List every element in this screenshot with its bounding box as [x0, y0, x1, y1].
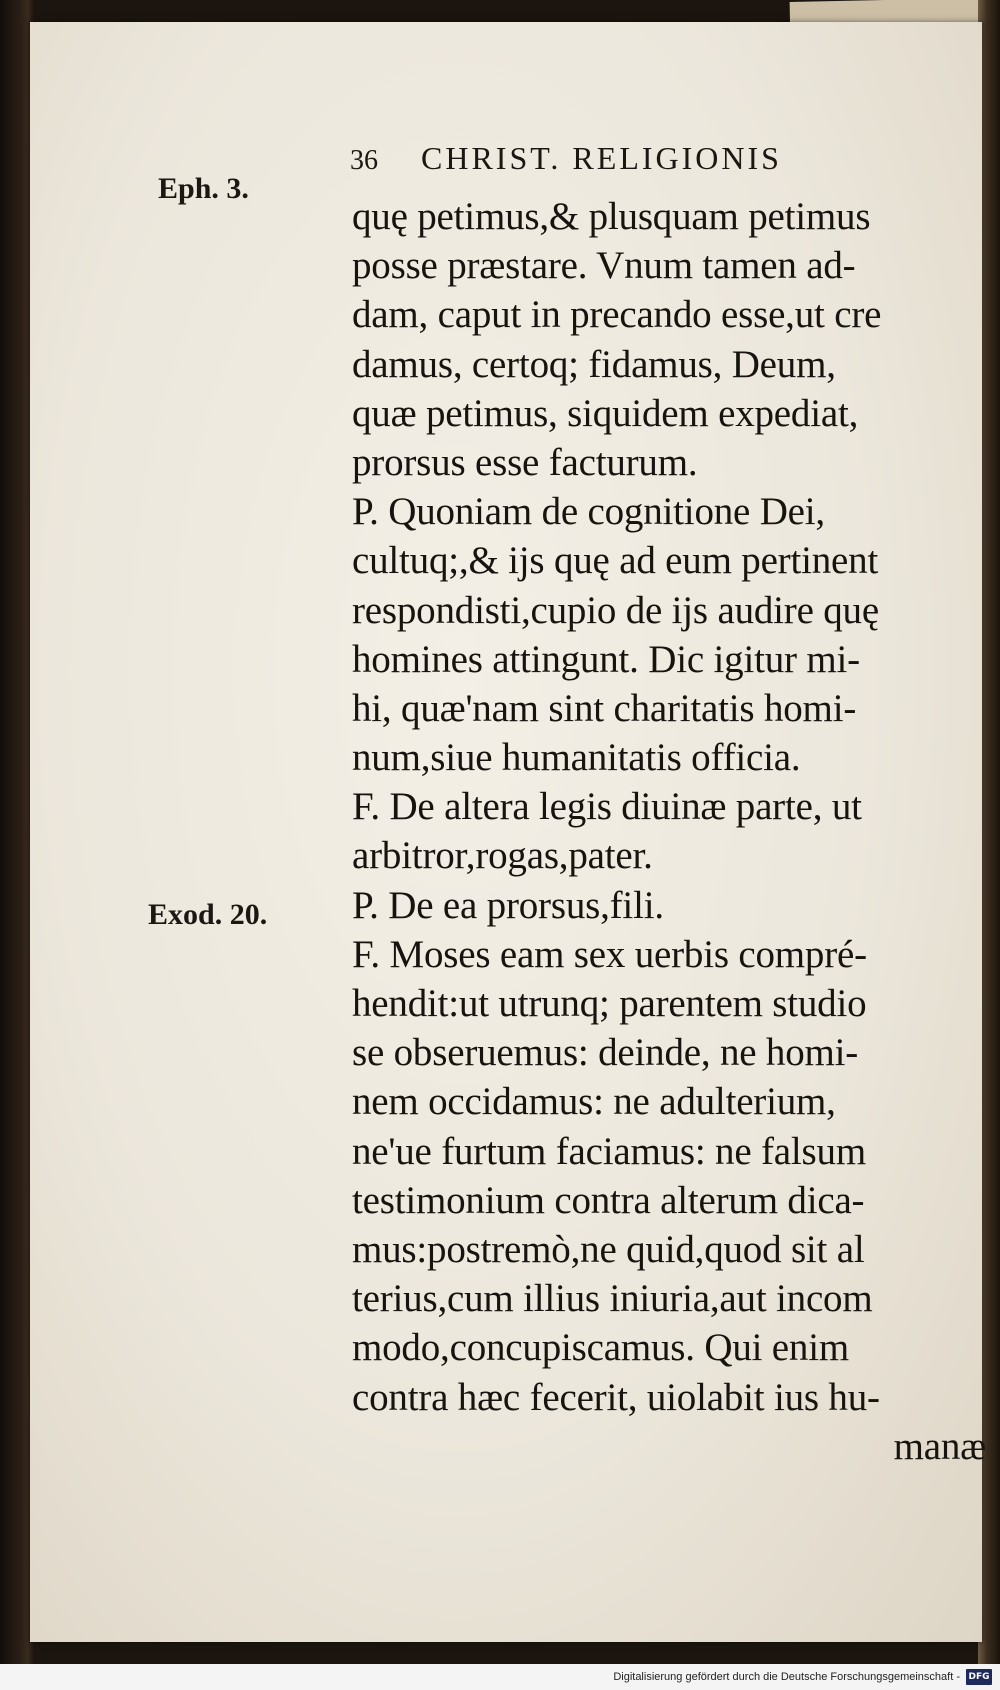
text-line: homines attingunt. Dic igitur mi-	[352, 637, 860, 681]
text-line: posse præstare. Vnum tamen ad-	[352, 244, 856, 288]
text-line: modo,concupiscamus. Qui enim	[352, 1326, 849, 1370]
text-line: mus:postremò,ne quid,quod sit al	[352, 1227, 865, 1271]
dfg-logo-icon: DFG	[966, 1669, 992, 1685]
page-number: 36	[350, 145, 378, 176]
text-line: contra hæc fecerit, uiolabit ius hu-	[352, 1375, 880, 1419]
margin-note-exod: Exod. 20.	[148, 898, 268, 931]
text-line: respondisti,cupio de ijs audire quę	[352, 588, 879, 632]
text-line: hi, quæ'nam sint charitatis homi-	[352, 686, 857, 730]
text-line: testimonium contra alterum dica-	[352, 1178, 865, 1222]
footer-credit-text: Digitalisierung gefördert durch die Deutsche Forschungsgemeinschaft -	[613, 1671, 960, 1683]
text-line: hendit:ut utrunq; parentem studio	[352, 982, 867, 1025]
running-head-title: CHRIST. RELIGIONIS	[421, 140, 782, 176]
text-line: nem occidamus: ne adulterium,	[352, 1080, 836, 1124]
text-line: prorsus esse facturum.	[352, 440, 698, 484]
text-line: cultuq;,& ijs quę ad eum pertinent	[352, 539, 879, 583]
text-line: F. Moses eam sex uerbis compré-	[352, 932, 867, 976]
text-line: terius,cum illius iniuria,aut incom	[352, 1277, 873, 1321]
text-line: dam, caput in precando esse,ut cre	[352, 293, 882, 337]
text-line: P. De ea prorsus,fili.	[352, 883, 664, 927]
catchword: manæ	[893, 1424, 986, 1468]
text-line: damus, certoq; fidamus, Deum,	[352, 342, 836, 386]
footer-credit-bar	[0, 1664, 1000, 1690]
book-page	[30, 22, 986, 1642]
text-line: F. De altera legis diuinæ parte, ut	[352, 785, 862, 829]
running-head	[350, 140, 930, 180]
text-line: quæ petimus, siquidem expediat,	[352, 391, 859, 435]
text-line: se obseruemus: deinde, ne homi-	[352, 1031, 859, 1075]
body-text	[352, 192, 992, 1471]
text-line: arbitror,rogas,pater.	[352, 834, 653, 878]
margin-note-eph: Eph. 3.	[158, 172, 249, 205]
text-line: num,siue humanitatis officia.	[352, 736, 801, 780]
text-line: quę petimus,& plusquam petimus	[352, 195, 871, 238]
text-line: ne'ue furtum faciamus: ne falsum	[352, 1129, 866, 1173]
text-line: P. Quoniam de cognitione Dei,	[352, 490, 825, 534]
